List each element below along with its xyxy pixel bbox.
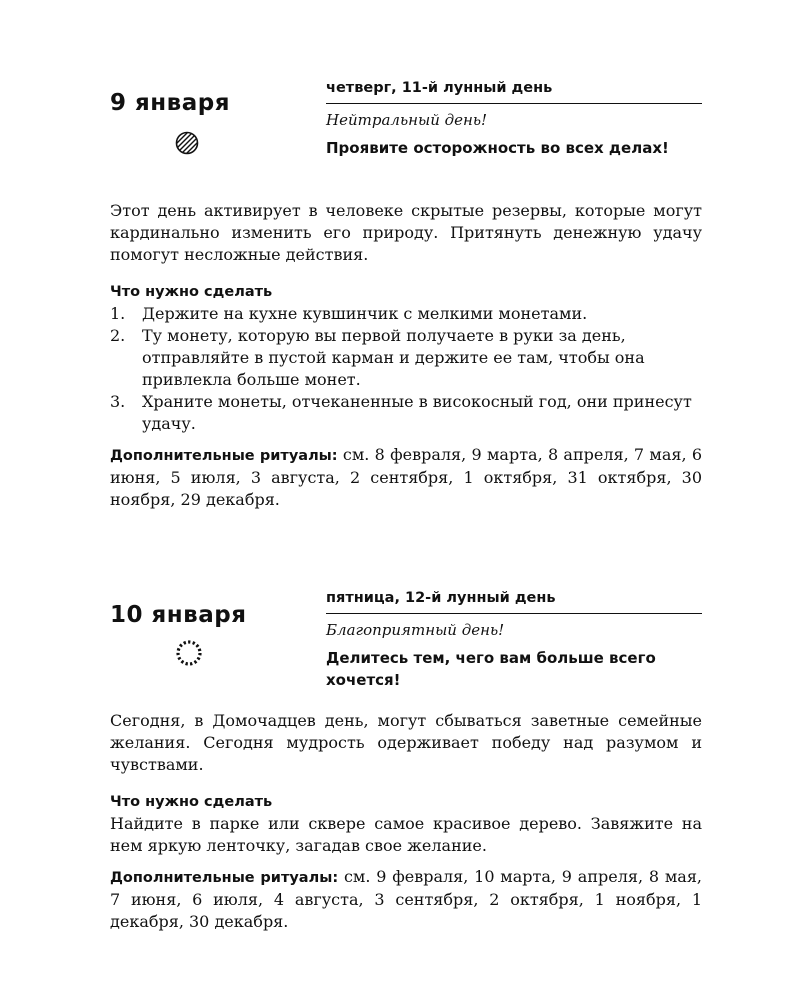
todo-text: Найдите в парке или сквере самое красивое дерево. Завяжите на нем яркую ленточку, загадав свое желание. bbox=[110, 814, 702, 855]
day-type: Нейтральный день! bbox=[326, 111, 488, 129]
dotted-circle-moon-icon bbox=[174, 638, 204, 673]
calendar-entry bbox=[110, 76, 702, 527]
extra-rituals bbox=[110, 444, 702, 511]
extra-rituals-text: см. 9 февраля, 10 марта, 9 апреля, 8 мая, 7 июня, 6 июля, 4 августа, 3 сентября, 2 октября, 1 ноября, 1 декабря, 30 декабря. bbox=[110, 867, 703, 931]
todo-item bbox=[110, 325, 702, 391]
extra-rituals-text: см. 8 февраля, 9 марта, 8 апреля, 7 мая, 6 июня, 5 июля, 3 августа, 2 сентября, 1 октября, 31 октября, 30 ноября, 29 декабря. bbox=[110, 445, 703, 509]
todo-item-text: Ту монету, которую вы первой получаете в руки за день, отправляйте в пустой карман и держите ее там, чтобы она привлекла больше монет. bbox=[142, 326, 645, 389]
todo-item-text: Храните монеты, отчеканенные в високосный год, они принесут удачу. bbox=[142, 392, 692, 433]
todo-item-text: Держите на кухне кувшинчик с мелкими монетами. bbox=[142, 304, 588, 323]
extra-rituals-label: Дополнительные ритуалы: bbox=[110, 448, 338, 464]
entry-intro: Этот день активирует в человеке скрытые резервы, которые могут кардинально изменить его природу. Притянуть денежную удачу помогут несложные действия. bbox=[110, 201, 702, 264]
weekday-lunar-day: четверг, 11-й лунный день bbox=[326, 80, 702, 104]
entry-date: 9 января bbox=[110, 90, 230, 116]
extra-rituals-label: Дополнительные ритуалы: bbox=[110, 870, 339, 886]
todo-heading: Что нужно сделать bbox=[110, 284, 273, 300]
calendar-entry bbox=[110, 586, 702, 949]
entry-header-details bbox=[326, 80, 702, 159]
entry-header bbox=[110, 586, 702, 696]
todo-list bbox=[110, 303, 702, 435]
day-type: Благоприятный день! bbox=[326, 621, 505, 639]
todo-item-number: 2. bbox=[110, 326, 126, 345]
todo-heading: Что нужно сделать bbox=[110, 794, 273, 810]
extra-rituals bbox=[110, 866, 702, 933]
todo-item bbox=[110, 391, 702, 435]
todo-item-number: 1. bbox=[110, 304, 126, 323]
hatched-moon-icon bbox=[174, 130, 200, 161]
day-advice: Делитесь тем, чего вам больше всего хочется! bbox=[326, 649, 656, 689]
entry-header-details bbox=[326, 590, 702, 691]
entry-date: 10 января bbox=[110, 602, 247, 628]
entry-intro: Сегодня, в Домочадцев день, могут сбываться заветные семейные желания. Сегодня мудрость одерживает победу над разумом и чувствами. bbox=[110, 711, 702, 774]
entry-header bbox=[110, 76, 702, 186]
day-advice: Проявите осторожность во всех делах! bbox=[326, 139, 669, 157]
todo-item bbox=[110, 303, 702, 325]
todo-item-number: 3. bbox=[110, 392, 126, 411]
weekday-lunar-day: пятница, 12-й лунный день bbox=[326, 590, 702, 614]
